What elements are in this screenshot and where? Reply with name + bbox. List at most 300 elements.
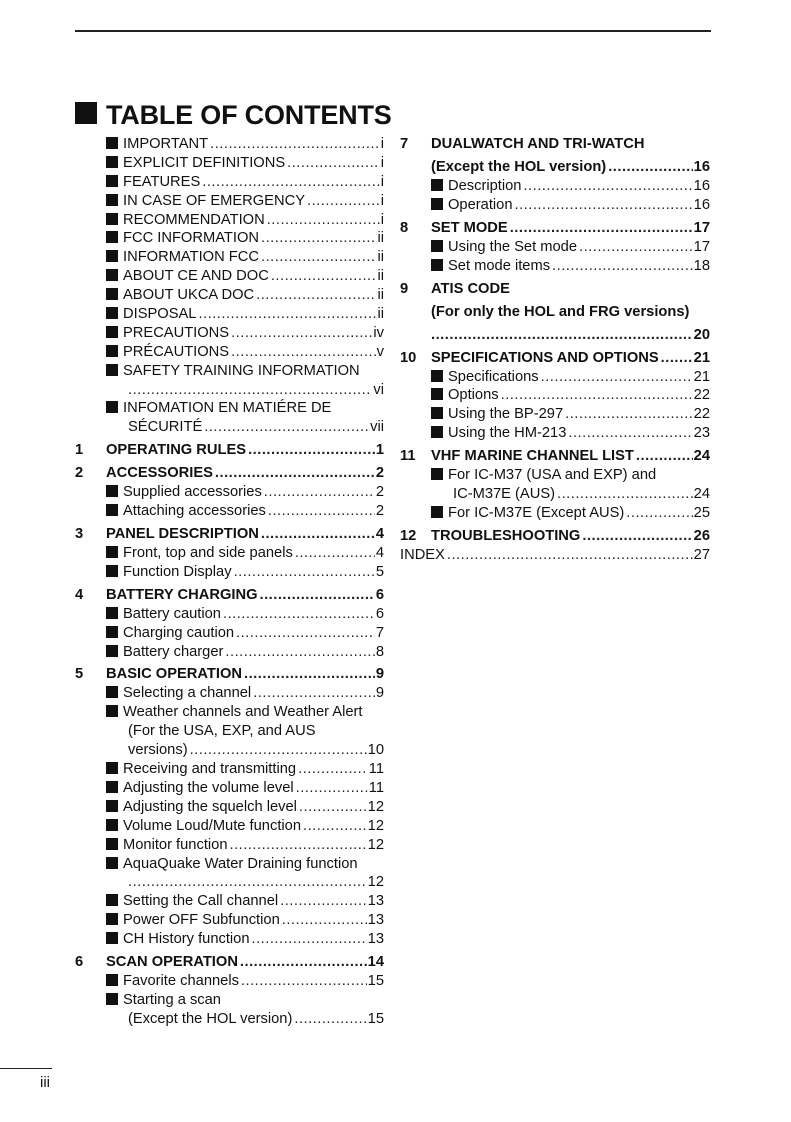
bullet-marker <box>75 972 123 991</box>
toc-section-entry[interactable] <box>400 326 710 345</box>
section-number: 10 <box>400 349 417 366</box>
square-bullet-icon <box>106 326 118 338</box>
dot-leader <box>128 381 372 400</box>
toc-entry[interactable] <box>400 485 710 504</box>
page-ref: iv <box>373 324 384 341</box>
bullet-marker <box>75 502 123 521</box>
bullet-marker <box>75 248 123 267</box>
toc-entry[interactable] <box>75 684 384 703</box>
dot-leader <box>261 248 376 267</box>
toc-section-entry[interactable] <box>400 135 710 154</box>
entry-label: Operation <box>448 196 513 213</box>
entry-label: (For only the HOL and FRG versions) <box>431 303 690 320</box>
toc-entry[interactable] <box>75 643 384 662</box>
toc-entry[interactable] <box>75 418 384 437</box>
toc-entry[interactable] <box>75 624 384 643</box>
toc-entry[interactable] <box>75 836 384 855</box>
toc-entry[interactable] <box>400 546 710 565</box>
page-ref: ii <box>377 287 384 304</box>
top-rule <box>75 30 711 32</box>
bullet-marker <box>75 173 123 192</box>
page-ref: 26 <box>693 527 710 544</box>
page-ref: ii <box>377 249 384 266</box>
dot-leader <box>294 1010 366 1029</box>
bullet-marker <box>75 605 123 624</box>
entry-label: Charging caution <box>123 624 235 641</box>
toc-entry[interactable] <box>75 873 384 892</box>
page-ref: vi <box>373 381 384 398</box>
toc-entry[interactable] <box>75 248 384 267</box>
bullet-marker <box>400 405 448 424</box>
toc-entry[interactable] <box>400 386 710 405</box>
toc-entry[interactable] <box>75 229 384 248</box>
toc-entry[interactable] <box>75 343 384 362</box>
bullet-marker <box>75 892 123 911</box>
dot-leader <box>268 502 375 521</box>
toc-entry[interactable] <box>75 381 384 400</box>
section-number: 8 <box>400 219 409 236</box>
dot-leader <box>236 624 375 643</box>
entry-label: Monitor function <box>123 836 228 853</box>
bullet-marker <box>75 991 123 1010</box>
dot-leader <box>190 741 367 760</box>
dot-leader <box>215 464 375 483</box>
entry-label: Using the HM-213 <box>448 425 567 442</box>
entry-label: Set mode items <box>448 257 551 274</box>
bullet-marker <box>400 504 448 523</box>
entry-label: Front, top and side panels <box>123 545 293 562</box>
entry-label: SPECIFICATIONS AND OPTIONS <box>431 349 659 366</box>
bullet-marker <box>75 154 123 173</box>
entry-label: SÉCURITÉ <box>128 419 203 436</box>
page-ref: 17 <box>693 238 710 255</box>
page-ref: 10 <box>367 742 384 759</box>
dot-leader <box>230 836 367 855</box>
entry-label: versions) <box>128 742 188 759</box>
page-ref: 8 <box>375 643 384 660</box>
toc-section-entry[interactable] <box>75 441 384 460</box>
dot-leader <box>636 447 693 466</box>
bullet-marker <box>75 703 123 722</box>
bullet-marker <box>75 192 123 211</box>
dot-leader <box>447 546 693 565</box>
page-ref: 12 <box>367 817 384 834</box>
bullet-marker <box>400 424 448 443</box>
dot-leader <box>234 563 375 582</box>
dot-leader <box>261 525 375 544</box>
square-bullet-icon <box>106 364 118 376</box>
entry-label: BASIC OPERATION <box>106 666 243 683</box>
square-bullet-icon <box>431 407 443 419</box>
toc-entry[interactable] <box>75 135 384 154</box>
toc-entry[interactable] <box>400 466 710 485</box>
page-ref: i <box>380 192 384 209</box>
square-bullet-icon <box>75 102 97 124</box>
page-title <box>75 100 392 131</box>
page-ref: v <box>376 343 384 360</box>
dot-leader <box>231 324 372 343</box>
toc-entry[interactable] <box>75 972 384 991</box>
toc-section-entry[interactable] <box>400 303 710 322</box>
bullet-marker <box>400 368 448 387</box>
entry-label: Using the Set mode <box>448 238 577 255</box>
dot-leader <box>626 504 692 523</box>
dot-leader <box>244 665 375 684</box>
toc-entry[interactable] <box>75 544 384 563</box>
bullet-marker <box>75 286 123 305</box>
entry-label: IMPORTANT <box>123 136 209 152</box>
dot-leader <box>241 972 367 991</box>
bullet-marker <box>75 817 123 836</box>
entry-label: CH History function <box>123 931 250 948</box>
toc-entry[interactable] <box>75 892 384 911</box>
toc-entry[interactable] <box>75 760 384 779</box>
bullet-marker <box>75 399 123 418</box>
dot-leader <box>264 483 375 502</box>
toc-entry[interactable] <box>400 504 710 523</box>
bullet-marker <box>75 684 123 703</box>
page-ref: 21 <box>693 368 710 385</box>
bullet-marker <box>400 257 448 276</box>
page-ref: 24 <box>693 448 710 465</box>
toc-section-entry[interactable] <box>400 158 710 177</box>
bullet-marker <box>75 930 123 949</box>
section-number: 4 <box>75 586 84 603</box>
section-number: 11 <box>400 448 416 465</box>
entry-label: Selecting a channel <box>123 685 252 702</box>
entry-label: AquaQuake Water Draining function <box>123 855 358 872</box>
entry-label: INFOMATION EN MATIÉRE DE <box>123 400 332 417</box>
toc-entry[interactable] <box>75 211 384 230</box>
section-number: 9 <box>400 280 409 297</box>
toc-entry[interactable] <box>75 563 384 582</box>
dot-leader <box>261 229 376 248</box>
dot-leader <box>307 192 380 211</box>
dot-leader <box>501 386 693 405</box>
square-bullet-icon <box>106 894 118 906</box>
page-ref: ii <box>377 268 384 285</box>
page-ref: ii <box>377 230 384 247</box>
bullet-marker <box>75 779 123 798</box>
dot-leader <box>299 798 367 817</box>
square-bullet-icon <box>431 426 443 438</box>
bullet-marker <box>75 544 123 563</box>
entry-label: IC-M37E (AUS) <box>453 486 556 503</box>
entry-label: Function Display <box>123 563 232 580</box>
square-bullet-icon <box>106 194 118 206</box>
toc-entry[interactable] <box>75 483 384 502</box>
page-ref: i <box>380 211 384 228</box>
footer-rule <box>0 1068 52 1069</box>
square-bullet-icon <box>431 240 443 252</box>
entry-label: For IC-M37E (Except AUS) <box>448 504 625 521</box>
square-bullet-icon <box>106 838 118 850</box>
square-bullet-icon <box>106 269 118 281</box>
dot-leader <box>296 779 368 798</box>
bullet-marker <box>75 836 123 855</box>
bullet-marker <box>400 466 448 485</box>
entry-label: Volume Loud/Mute function <box>123 817 301 834</box>
square-bullet-icon <box>106 781 118 793</box>
bullet-marker <box>400 238 448 257</box>
dot-leader <box>579 238 693 257</box>
toc-entry[interactable] <box>400 238 710 257</box>
square-bullet-icon <box>106 913 118 925</box>
bullet-marker <box>75 267 123 286</box>
toc-section-entry[interactable] <box>75 586 384 605</box>
dot-leader <box>295 544 375 563</box>
toc-section-entry[interactable] <box>400 349 710 368</box>
bullet-marker <box>75 798 123 817</box>
page-title-text: TABLE OF CONTENTS <box>106 100 392 130</box>
page-ref: 15 <box>367 972 384 989</box>
dot-leader <box>280 892 367 911</box>
toc-entry[interactable] <box>75 154 384 173</box>
page-ref: 21 <box>693 349 710 366</box>
page-ref: 9 <box>375 685 384 702</box>
bullet-marker <box>75 135 123 154</box>
square-bullet-icon <box>431 179 443 191</box>
dot-leader <box>510 219 693 238</box>
entry-label: ABOUT UKCA DOC <box>123 287 255 304</box>
toc-entry[interactable] <box>75 605 384 624</box>
bullet-marker <box>75 563 123 582</box>
entry-label: DISPOSAL <box>123 306 197 323</box>
square-bullet-icon <box>106 974 118 986</box>
dot-leader <box>271 267 377 286</box>
bullet-marker <box>400 386 448 405</box>
toc-entry[interactable] <box>75 779 384 798</box>
entry-label: TROUBLESHOOTING <box>431 527 581 544</box>
toc-entry[interactable] <box>400 196 710 215</box>
page-ref: 24 <box>693 486 710 503</box>
page-ref: i <box>380 173 384 190</box>
section-number: 6 <box>75 953 84 970</box>
page-ref: 13 <box>367 931 384 948</box>
dot-leader <box>552 257 693 276</box>
toc-entry[interactable] <box>75 930 384 949</box>
page-ref: 4 <box>375 545 384 562</box>
toc-entry[interactable] <box>75 703 384 722</box>
toc-entry[interactable] <box>75 267 384 286</box>
bullet-marker <box>75 229 123 248</box>
toc-entry[interactable] <box>400 405 710 424</box>
bullet-marker <box>75 343 123 362</box>
square-bullet-icon <box>431 506 443 518</box>
entry-label: FCC INFORMATION <box>123 230 259 247</box>
page-ref: 25 <box>693 504 710 521</box>
dot-leader <box>431 326 693 345</box>
entry-label: Starting a scan <box>123 991 221 1008</box>
toc-left-column <box>75 135 384 1029</box>
entry-label: SCAN OPERATION <box>106 953 238 970</box>
entry-label: Options <box>448 387 499 404</box>
bullet-marker <box>75 624 123 643</box>
toc-section-entry[interactable] <box>75 953 384 972</box>
section-number: 5 <box>75 666 84 683</box>
page-ref: 16 <box>693 196 710 213</box>
entry-label: RECOMMENDATION <box>123 211 265 228</box>
page-ref: 18 <box>693 257 710 274</box>
toc-entry[interactable] <box>75 991 384 1010</box>
dot-leader <box>515 196 693 215</box>
square-bullet-icon <box>106 504 118 516</box>
entry-label: Receiving and transmitting <box>123 761 297 778</box>
bullet-marker <box>400 177 448 196</box>
entry-label: Description <box>448 178 522 194</box>
square-bullet-icon <box>431 468 443 480</box>
entry-label: For IC-M37 (USA and EXP) and <box>448 467 657 484</box>
toc-section-entry[interactable] <box>400 280 710 299</box>
entry-label: Using the BP-297 <box>448 406 564 423</box>
dot-leader <box>267 211 380 230</box>
page-ref: 27 <box>693 546 710 563</box>
toc-entry[interactable] <box>75 324 384 343</box>
page-ref: 16 <box>693 159 710 175</box>
page-ref: 4 <box>375 526 384 543</box>
toc-entry[interactable] <box>75 911 384 930</box>
page-ref: 23 <box>693 425 710 442</box>
toc-entry[interactable] <box>400 424 710 443</box>
square-bullet-icon <box>106 401 118 413</box>
page-ref: 9 <box>375 666 384 683</box>
entry-label: ABOUT CE AND DOC <box>123 268 269 285</box>
page-ref: 6 <box>375 605 384 622</box>
toc-entry[interactable] <box>75 1010 384 1029</box>
entry-label: FEATURES <box>123 173 201 190</box>
square-bullet-icon <box>106 645 118 657</box>
dot-leader <box>298 760 368 779</box>
square-bullet-icon <box>431 198 443 210</box>
toc-entry[interactable] <box>75 798 384 817</box>
toc-entry[interactable] <box>75 192 384 211</box>
page-ref: 11 <box>368 761 384 778</box>
square-bullet-icon <box>106 213 118 225</box>
bullet-marker <box>75 911 123 930</box>
page-ref: i <box>380 136 384 152</box>
dot-leader <box>282 911 367 930</box>
page-ref: 12 <box>367 836 384 853</box>
square-bullet-icon <box>106 686 118 698</box>
dot-leader <box>568 424 692 443</box>
dot-leader <box>256 286 376 305</box>
square-bullet-icon <box>106 137 118 149</box>
section-number: 1 <box>75 442 84 459</box>
entry-label: Supplied accessories <box>123 484 262 501</box>
page-ref: i <box>380 154 384 171</box>
toc-entry[interactable] <box>75 399 384 418</box>
toc-section-entry[interactable] <box>75 665 384 684</box>
dot-leader <box>523 177 692 196</box>
entry-label: Battery caution <box>123 605 221 622</box>
square-bullet-icon <box>106 156 118 168</box>
page-ref: 16 <box>693 178 710 194</box>
entry-label: PANEL DESCRIPTION <box>106 526 259 543</box>
dot-leader <box>128 873 367 892</box>
dot-leader <box>198 305 376 324</box>
entry-label: DUALWATCH AND TRI-WATCH <box>431 136 645 152</box>
entry-label: (Except the HOL version) <box>431 159 607 175</box>
toc-entry[interactable] <box>75 305 384 324</box>
square-bullet-icon <box>106 175 118 187</box>
entry-label: ATIS CODE <box>431 280 510 297</box>
toc-section-entry[interactable] <box>400 219 710 238</box>
square-bullet-icon <box>106 626 118 638</box>
page-ref: vii <box>370 419 384 436</box>
toc-entry[interactable] <box>75 502 384 521</box>
square-bullet-icon <box>431 370 443 382</box>
bullet-marker <box>75 362 123 381</box>
section-number: 2 <box>75 465 84 482</box>
page-ref: 5 <box>375 563 384 580</box>
toc-section-entry[interactable] <box>75 464 384 483</box>
toc-section-entry[interactable] <box>400 527 710 546</box>
entry-label: EXPLICIT DEFINITIONS <box>123 154 286 171</box>
page-ref: 20 <box>693 326 710 343</box>
toc-entry[interactable] <box>75 362 384 381</box>
square-bullet-icon <box>106 345 118 357</box>
toc-entry[interactable] <box>400 177 710 196</box>
entry-label: Adjusting the volume level <box>123 779 294 796</box>
page-ref: 2 <box>375 484 384 501</box>
dot-leader <box>223 605 375 624</box>
page-ref: ii <box>377 306 384 323</box>
page-ref: 22 <box>693 406 710 423</box>
square-bullet-icon <box>106 819 118 831</box>
toc-entry[interactable] <box>75 722 384 741</box>
page-number: iii <box>40 1074 50 1091</box>
toc-entry[interactable] <box>75 817 384 836</box>
square-bullet-icon <box>106 546 118 558</box>
toc-entry[interactable] <box>75 855 384 874</box>
entry-label: BATTERY CHARGING <box>106 586 258 603</box>
toc-entry[interactable] <box>75 286 384 305</box>
dot-leader <box>565 405 693 424</box>
dot-leader <box>231 343 376 362</box>
dot-leader <box>204 418 369 437</box>
toc-entry[interactable] <box>400 257 710 276</box>
toc-entry[interactable] <box>75 173 384 192</box>
entry-label: SAFETY TRAINING INFORMATION <box>123 362 360 379</box>
entry-label: INFORMATION FCC <box>123 249 259 266</box>
square-bullet-icon <box>106 932 118 944</box>
bullet-marker <box>75 760 123 779</box>
page-ref: 14 <box>367 953 384 970</box>
square-bullet-icon <box>106 288 118 300</box>
dot-leader <box>253 684 375 703</box>
square-bullet-icon <box>106 800 118 812</box>
dot-leader <box>240 953 367 972</box>
entry-label: PRÉCAUTIONS <box>123 343 230 360</box>
toc-right-column <box>400 135 710 565</box>
toc-section-entry[interactable] <box>400 447 710 466</box>
section-number: 3 <box>75 526 84 543</box>
entry-label: Favorite channels <box>123 972 239 989</box>
dot-leader <box>661 349 693 368</box>
square-bullet-icon <box>106 565 118 577</box>
toc-entry[interactable] <box>400 368 710 387</box>
toc-section-entry[interactable] <box>75 525 384 544</box>
toc-entry[interactable] <box>75 741 384 760</box>
bullet-marker <box>75 324 123 343</box>
dot-leader <box>287 154 380 173</box>
page-ref: 11 <box>368 779 384 796</box>
dot-leader <box>557 485 693 504</box>
page-ref: 13 <box>367 893 384 910</box>
entry-label: Specifications <box>448 368 539 385</box>
page-ref: 12 <box>367 798 384 815</box>
entry-label: ACCESSORIES <box>106 465 213 482</box>
